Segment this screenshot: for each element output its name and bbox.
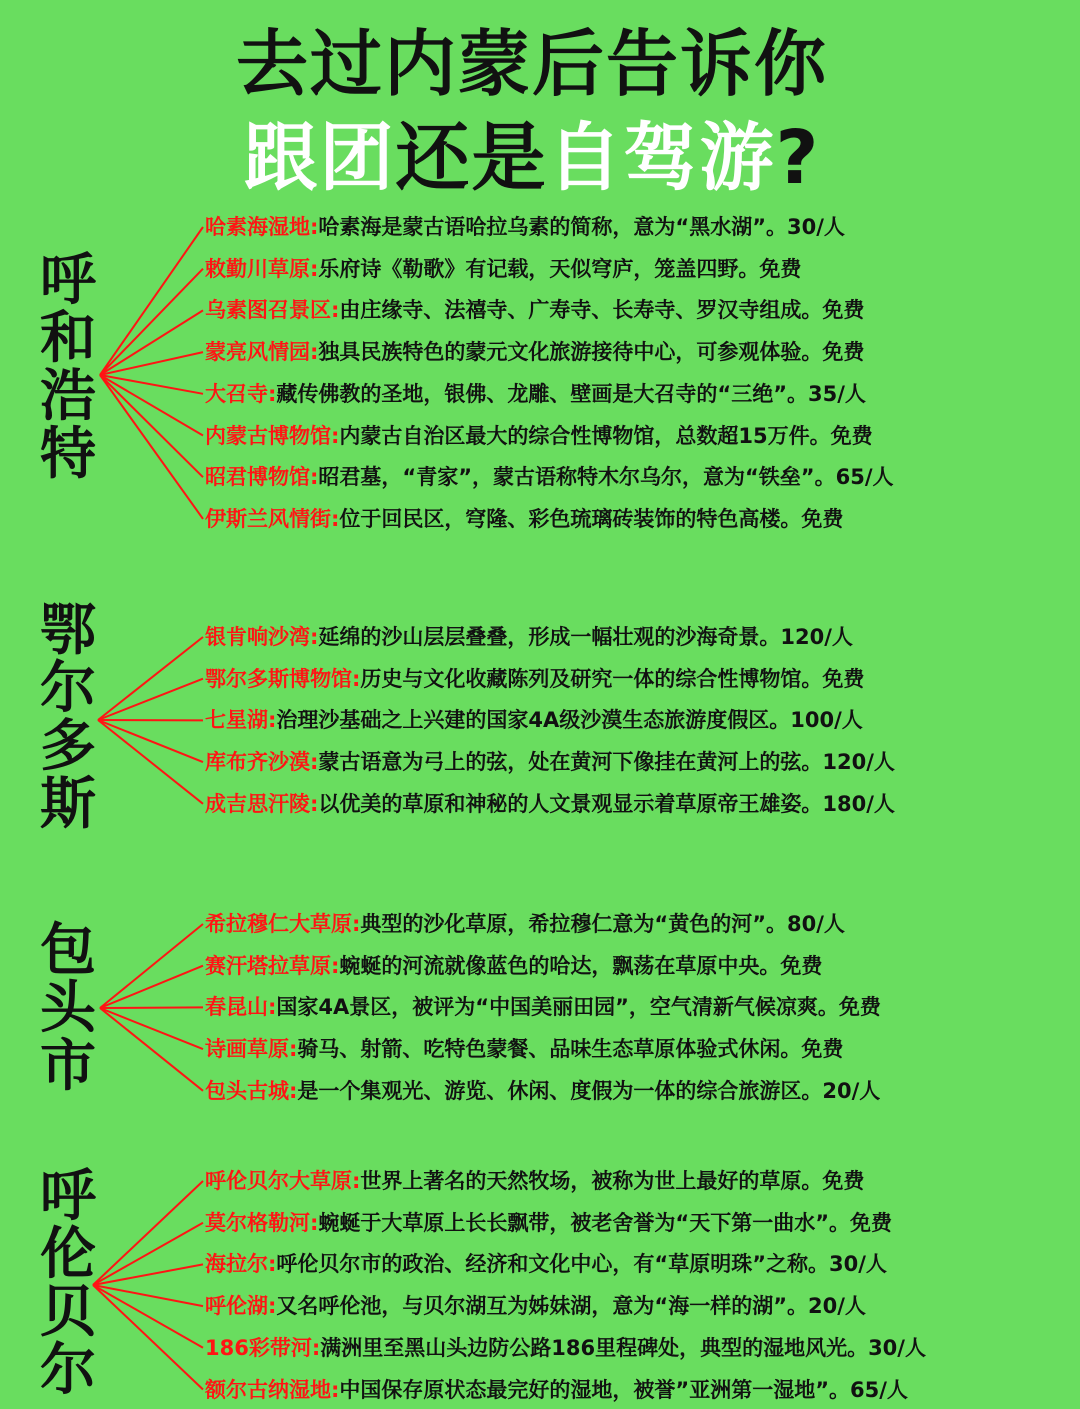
attraction-item [205,993,881,1021]
attraction-name: 诗画草原: [205,1037,298,1062]
attraction-name: 银肯响沙湾: [205,625,319,649]
attraction-item [205,1077,880,1105]
attraction-desc: 国家4A景区，被评为“中国美丽田园”，空气清新气候凉爽。免费 [276,995,881,1020]
attraction-name: 蒙亮风情园: [205,340,319,365]
attraction-item [205,1209,892,1237]
attraction-item [205,338,864,366]
attraction-desc: 蜿蜒的河流就像蓝色的哈达，飘荡在草原中央。免费 [339,953,823,978]
title-or: 还是 [395,115,548,201]
title-self-drive: 自驾游 [547,115,776,201]
connector-line [100,924,203,1008]
attraction-name: 库布齐沙漠: [205,750,319,775]
attraction-name: 额尔古纳湿地: [205,1377,340,1402]
attraction-desc: 满洲里至黑山头边防公路186里程碑处，典型的湿地风光。30/人 [320,1335,926,1360]
attraction-name: 内蒙古博物馆: [205,423,340,448]
attraction-name: 呼伦湖: [205,1294,277,1319]
connector-line [100,310,203,375]
city-label: 包头市 [40,918,96,1099]
attraction-name: 赛汗塔拉草原: [205,953,340,978]
attraction-name: 莫尔格勒河: [205,1210,319,1235]
connector-line [100,227,203,375]
attraction-name: 春昆山: [205,995,277,1020]
attraction-name: 大召寺: [205,381,277,406]
attraction-name: 186彩带河: [205,1335,321,1360]
attraction-desc: 由庄缘寺、法禧寺、广寿寺、长寿寺、罗汉寺组成。免费 [339,298,865,323]
attraction-desc: 治理沙基础之上兴建的国家4A级沙漠生态旅游度假区。100/人 [276,708,863,733]
attraction-desc: 是一个集观光、游览、休闲、度假为一体的综合旅游区。20/人 [297,1078,881,1103]
attraction-name: 包头古城: [205,1078,298,1103]
attraction-name: 鄂尔多斯博物馆: [205,666,361,691]
attraction-item [205,505,843,533]
city-label: 呼和浩特 [40,248,96,487]
attraction-desc: 藏传佛教的圣地，银佛、龙雕、壁画是大召寺的“三绝”。35/人 [276,381,866,406]
attraction-desc: 独具民族特色的蒙元文化旅游接待中心，可参观体验。免费 [318,340,865,365]
attraction-desc: 蒙古语意为弓上的弦，处在黄河下像挂在黄河上的弦。120/人 [318,750,895,775]
attraction-item [205,1292,866,1320]
attraction-item [205,296,864,324]
attraction-desc: 乐府诗《勒歌》有记载，天似穹庐，笼盖四野。免费 [318,256,802,281]
city-label: 呼伦贝尔 [40,1164,96,1403]
attraction-desc: 哈素海是蒙古语哈拉乌素的简称，意为“黑水湖”。30/人 [318,215,845,239]
title-question: ? [775,115,821,201]
connector-line [100,966,203,1008]
attraction-name: 乌素图召景区: [205,298,340,323]
connector-line [98,720,203,804]
attraction-item [205,623,853,651]
attraction-item [205,790,895,818]
connector-line [98,679,203,720]
attraction-desc: 延绵的沙山层层叠叠，形成一幅壮观的沙海奇景。120/人 [318,625,853,649]
attraction-item [205,748,895,776]
attraction-desc: 位于回民区，穹隆、彩色琉璃砖装饰的特色高楼。免费 [339,506,844,531]
attraction-desc: 呼伦贝尔市的政治、经济和文化中心，有“草原明珠”之称。30/人 [276,1252,887,1277]
attraction-desc: 世界上著名的天然牧场，被称为世上最好的草原。免费 [360,1169,865,1193]
attraction-item [205,380,866,408]
attraction-item [205,213,845,241]
attraction-item [205,706,863,734]
attraction-desc: 昭君墓，“青家”，蒙古语称特木尔乌尔，意为“铁垒”。65/人 [318,465,894,490]
attraction-item [205,952,822,980]
connector-line [100,375,203,519]
attraction-item [205,255,801,283]
attraction-name: 希拉穆仁大草原: [205,912,361,936]
attraction-name: 成吉思汗陵: [205,791,319,816]
attraction-name: 海拉尔: [205,1252,277,1277]
attraction-desc: 中国保存原状态最完好的湿地，被誉”亚洲第一湿地”。65/人 [339,1377,908,1402]
title-group-tour: 跟团 [243,115,396,201]
attraction-desc: 典型的沙化草原，希拉穆仁意为“黄色的河”。80/人 [360,912,845,936]
attraction-desc: 骑马、射箭、吃特色蒙餐、品味生态草原体验式休闲。免费 [297,1037,844,1062]
attraction-name: 敕勤川草原: [205,256,319,281]
attraction-desc: 又名呼伦池，与贝尔湖互为姊妹湖，意为“海一样的湖”。20/人 [276,1294,866,1319]
attraction-name: 七星湖: [205,708,277,733]
connector-line [98,720,203,762]
connector-line [100,269,203,375]
attraction-desc: 蜿蜒于大草原上长长飘带，被老舍誉为“天下第一曲水”。免费 [318,1210,893,1235]
attraction-name: 昭君博物馆: [205,465,319,490]
connector-line [100,352,203,375]
attraction-name: 伊斯兰风情街: [205,506,340,531]
attraction-item [205,1334,926,1362]
attraction-desc: 内蒙古自治区最大的综合性博物馆，总数超15万件。免费 [339,423,873,448]
attraction-name: 哈素海湿地: [205,215,319,239]
connector-line [100,1008,203,1049]
city-label: 鄂尔多斯 [40,598,96,837]
connector-line [100,1007,203,1008]
attraction-item [205,422,873,450]
attraction-item [205,463,894,491]
connector-line [100,1008,203,1091]
attraction-item [205,1035,843,1063]
attraction-desc: 以优美的草原和神秘的人文景观显示着草原帝王雄姿。180/人 [318,791,895,816]
attraction-item [205,665,864,693]
attraction-desc: 历史与文化收藏陈列及研究一体的综合性博物馆。免费 [360,666,865,691]
attraction-item [205,1167,864,1195]
attraction-item [205,1250,887,1278]
attraction-name: 呼伦贝尔大草原: [205,1169,361,1193]
attraction-item [205,910,845,938]
title-line-1: 去过内蒙后告诉你 [235,22,828,106]
connector-line [98,637,203,720]
attraction-item [205,1376,908,1404]
